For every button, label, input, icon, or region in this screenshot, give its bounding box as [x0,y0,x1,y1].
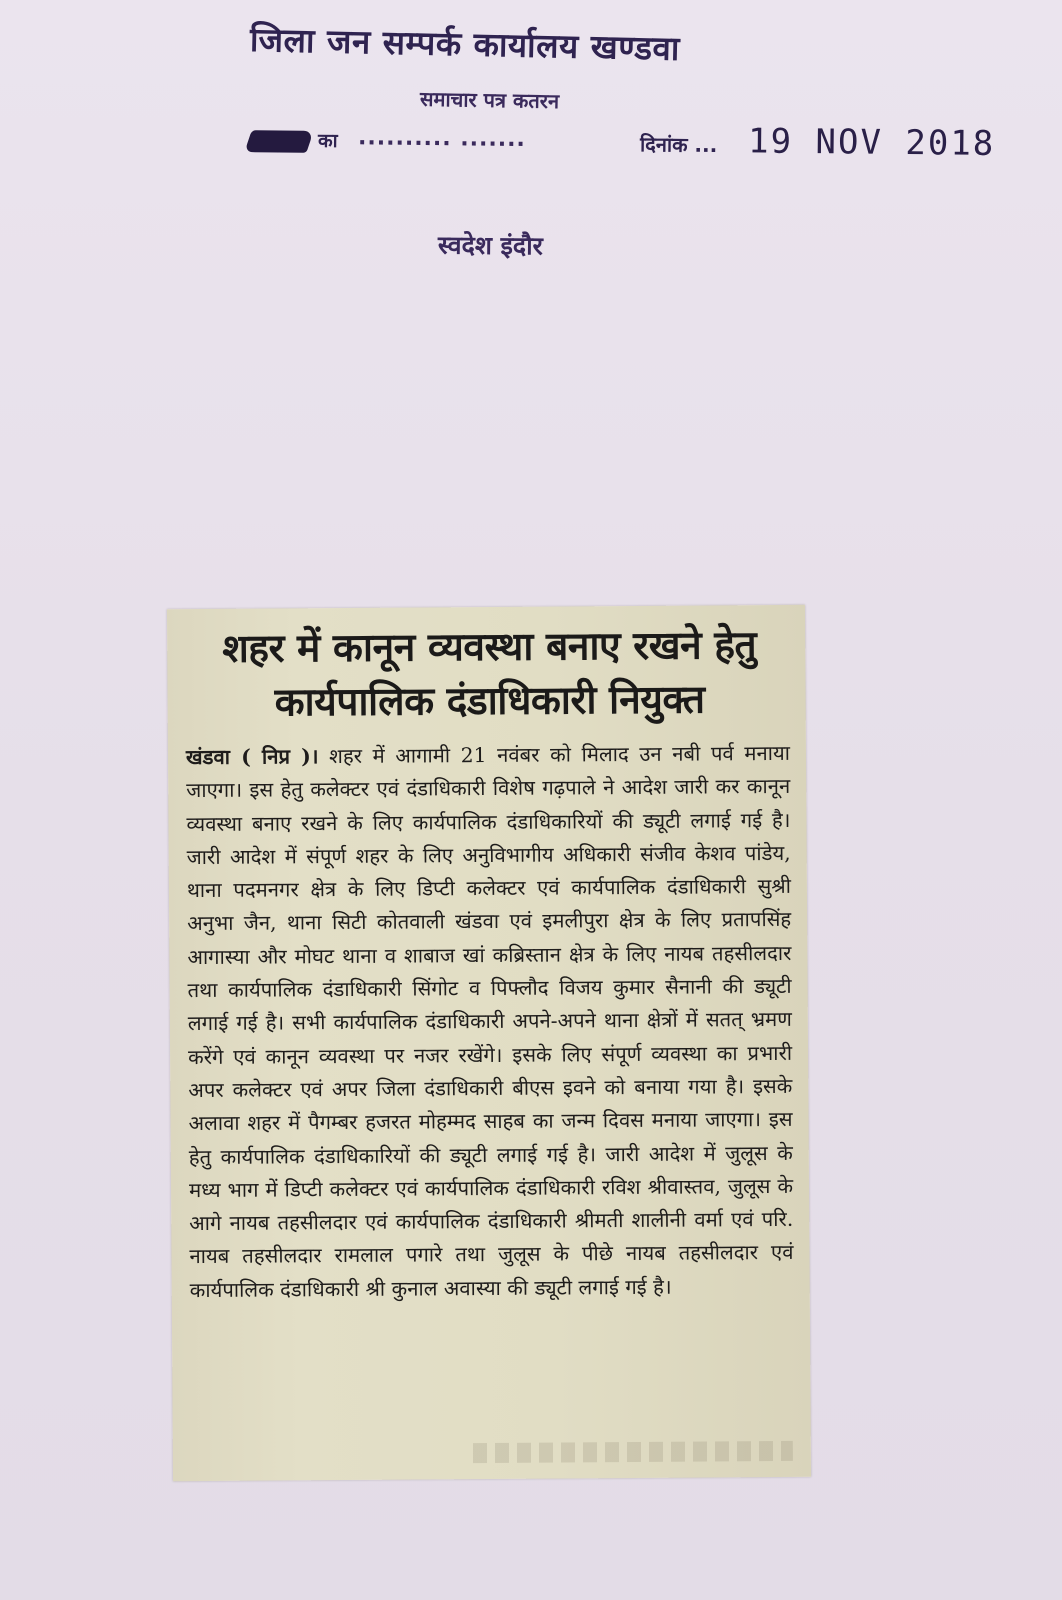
stamp-office-name: जिला जन सम्पर्क कार्यालय खण्डवा [249,19,681,68]
stamp-date-label: दिनांक ... [639,132,718,158]
article-dateline: खंडवा ( निप्र )। [185,744,319,770]
newspaper-name: स्वदेश इंदौर [437,230,543,261]
bleed-through-text [473,1441,793,1463]
news-clipping [167,605,811,1481]
stamp-date: 19 NOV 2018 [747,121,996,164]
article-headline: शहर में कानून व्यवस्था बनाए रखने हेतु कार्यपालिक दंडाधिकारी नियुक्त [222,623,757,726]
stamp-date-line [248,121,996,178]
article-body [186,737,794,1307]
stamp-subtitle: समाचार पत्र कतरन [419,86,560,114]
article-body-text: शहर में आगामी 21 नवंबर को मिलाद उन नबी पर्व मनाया जाएगा। इस हेतु कलेक्टर एवं दंडाधिकारी विशेष गढ़पाले ने आदेश जारी कर कानून व्यवस्था बनाए रखने के लिए कार्यपालिक दंडाधिकारियों की ड्यूटी लगाई गई है। जारी आदेश में संपूर्ण शहर के लिए अनुविभागीय अधिकारी संजीव केशव पांडेय, थाना पदमनगर क्षेत्र के लिए डिप्टी कलेक्टर एवं कार्यपालिक दंडाधिकारी सुश्री अनुभा जैन, थाना सिटी कोतवाली खंडवा एवं इमलीपुरा क्षेत्र के लिए प्रतापसिंह आगास्या और मोघट थाना व शाबाज खां कब्रिस्तान क्षेत्र के लिए नायब तहसीलदार तथा कार्यपालिक दंडाधिकारी सिंगोट व पिफ्लौद विजय कुमार सैनानी की ड्यूटी लगाई गई है। सभी कार्यपालिक दंडाधिकारी अपने-अपने थाना क्षेत्रों में सतत् भ्रमण करेंगे एवं कानून व्यवस्था पर नजर रखेंगे। इसके लिए संपूर्ण व्यवस्था का प्रभारी अपर कलेक्टर एवं अपर जिला दंडाधिकारी बीएस इवने को बनाया गया है। इसके अलावा शहर में पैगम्बर हजरत मोहम्मद साहब का जन्म दिवस मनाया जाएगा। इस हेतु कार्यपालिक दंडाधिकारियों की ड्यूटी लगाई गई है। जारी आदेश में जुलूस के मध्य भाग में डिप्टी कलेक्टर एवं कार्यपालिक दंडाधिकारी रविश श्रीवास्तव, जुलूस के आगे नायब तहसीलदार एवं कार्यपालिक दंडाधिकारी श्रीमती शालीनी वर्मा एवं परि. नायब तहसीलदार रामलाल पगारे तथा जुलूस के पीछे नायब तहसीलदार एवं कार्यपालिक दंडाधिकारी श्री कुनाल अवास्या की ड्यूटी लगाई गई है। [186,740,794,1302]
redacted-mark [244,130,313,153]
stamp-dots: .......... ....... [357,125,526,153]
stamp-ink-label: का [317,129,338,153]
